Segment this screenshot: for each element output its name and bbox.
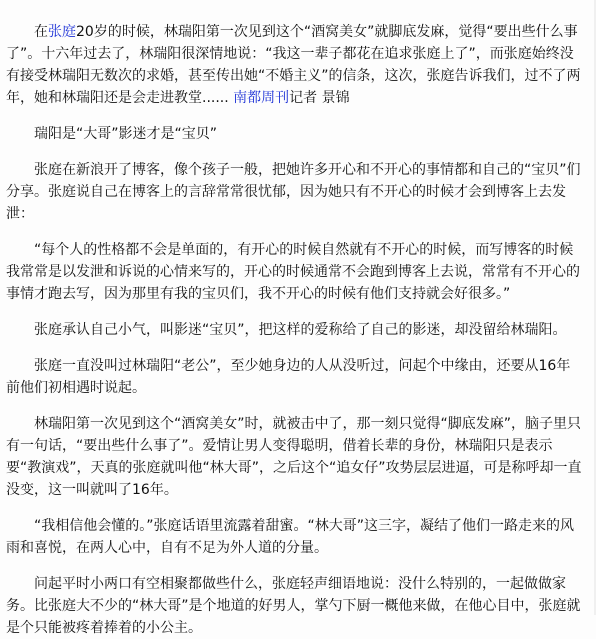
intro-text-pre: 在 xyxy=(34,24,48,40)
link-nandu-weekly[interactable]: 南都周刊 xyxy=(233,90,290,106)
paragraph-blog: 张庭在新浪开了博客，像个孩子一般，把她许多开心和不开心的事情都和自己的“宝贝”们分享。张庭说自己在博客上的言辞常常很忧郁，因为她只有不开心的时候才会到博客上去发泄： xyxy=(6,162,581,222)
paragraph-baobei: 张庭承认自己小气，叫影迷“宝贝”，把这样的爱称给了自己的影迷，却没留给林瑞阳。 xyxy=(34,322,567,338)
intro-text: 20岁的时候，林瑞阳第一次见到这个“酒窝美女”就脚底发麻，觉得“要出些什么事了”。十六年过去了，林瑞阳很深情地说：“我这一辈子都花在追求张庭上了”，而张庭始终没有接受林瑞阳无数次的求婚，甚至传出她“不婚主义”的信条，这次，张庭告诉我们，过不了两年，她和林瑞阳还是会走进教堂...... xyxy=(6,24,581,106)
section-heading: 瑞阳是“大哥”影迷才是“宝贝” xyxy=(34,126,218,142)
link-zhangting[interactable]: 张庭 xyxy=(48,24,76,40)
paragraph-first-meet: 林瑞阳第一次见到这个“酒窝美女”时，就被击中了，那一刻只觉得“脚底发麻”，脑子里只有一句话，“要出些什么事了”。爱情让男人变得聪明，借着长辈的身份，林瑞阳只是表示要“教演戏”，天真的张庭就叫他“林大哥”，之后这个“追女仔”攻势层层进逼，可是称呼却一直没变，这一叫就叫了16年。 xyxy=(6,416,582,498)
paragraph-quote: “每个人的性格都不会是单面的，有开心的时候自然就有不开心的时候，而写博客的时候我常常是以发泄和诉说的心情来写的，开心的时候通常不会跑到博客上去说，常常有不开心的事情才跑去写，因为那里有我的宝贝们，我不开心的时候有他们支持就会好很多。” xyxy=(6,242,580,302)
intro-paragraph xyxy=(6,21,582,109)
paragraph-believe: “我相信他会懂的。”张庭话语里流露着甜蜜。“林大哥”这三字，凝结了他们一路走来的风雨和喜悦，在两人心中，自有不足为外人道的分量。 xyxy=(6,518,575,556)
paragraph-laogong: 张庭一直没叫过林瑞阳“老公”，至少她身边的人从没听过，问起个中缘由，还要从16年前他们初相遇时说起。 xyxy=(6,358,571,396)
byline-author: 记者 景锦 xyxy=(289,90,350,106)
paragraph-daily-life: 问起平时小两口有空相聚都做些什么，张庭轻声细语地说：没什么特别的，一起做做家务。比张庭大不少的“林大哥”是个地道的好男人，掌勺下厨一概他来做，在他心目中，张庭就是个只能被疼着捧着的小公主。 xyxy=(6,576,581,636)
